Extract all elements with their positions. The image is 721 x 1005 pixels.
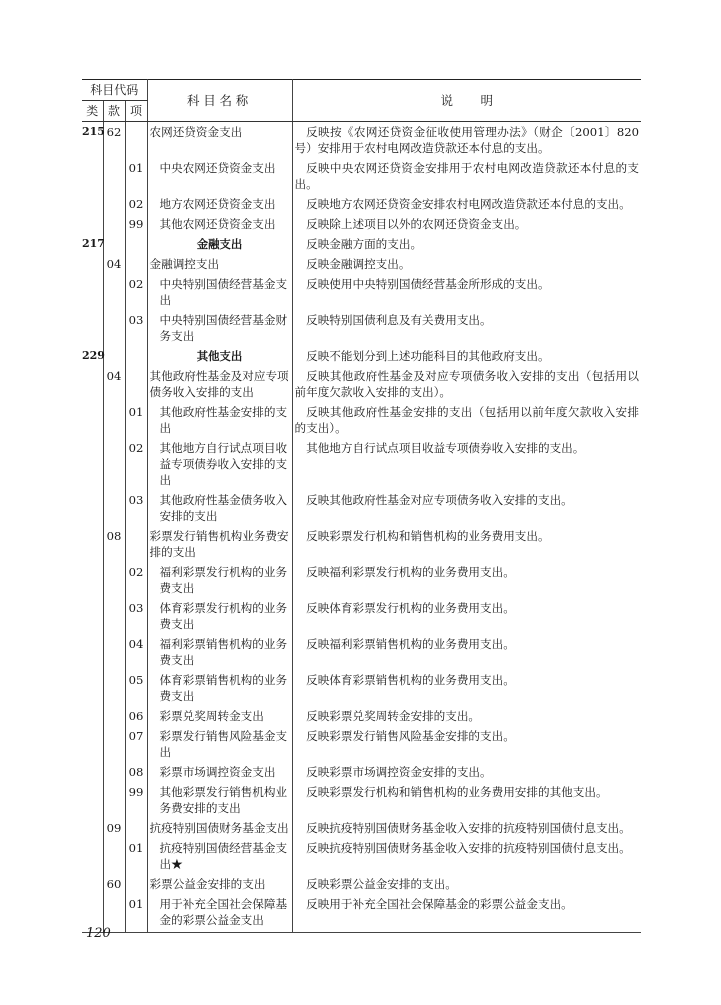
xiang-code-cell: 02 (125, 438, 147, 490)
table-row (82, 122, 641, 159)
lei-code-cell (82, 598, 103, 634)
subject-name-cell: 彩票发行销售风险基金支出 (147, 726, 292, 762)
table-row (82, 346, 641, 366)
lei-code-cell (82, 634, 103, 670)
table-row (82, 894, 641, 933)
kuan-code-cell (103, 274, 125, 310)
xiang-code-cell (125, 234, 147, 254)
subject-name-cell: 彩票兑奖周转金支出 (147, 706, 292, 726)
xiang-code-cell: 02 (125, 274, 147, 310)
description-cell: 反映福利彩票销售机构的业务费用支出。 (306, 637, 515, 651)
kuan-code-cell (103, 598, 125, 634)
lei-code-cell (82, 726, 103, 762)
lei-code-cell (82, 782, 103, 818)
subject-name-cell: 其他彩票发行销售机构业务费安排的支出 (147, 782, 292, 818)
lei-code-cell (82, 310, 103, 346)
table-row (82, 438, 641, 490)
kuan-code-cell (103, 706, 125, 726)
subject-name-cell: 其他政府性基金债务收入安排的支出 (147, 490, 292, 526)
xiang-code-cell (125, 818, 147, 838)
xiang-code-cell: 01 (125, 402, 147, 438)
description-cell: 反映其他政府性基金安排的支出（包括用以前年度欠款收入安排的支出）。 (294, 405, 639, 435)
xiang-code-cell (125, 254, 147, 274)
lei-code-cell (82, 874, 103, 894)
lei-code-cell (82, 706, 103, 726)
lei-code-cell (82, 366, 103, 402)
kuan-code-cell: 60 (103, 874, 125, 894)
subject-name-cell: 农网还贷资金支出 (147, 122, 292, 159)
description-cell: 反映除上述项目以外的农网还贷资金支出。 (306, 217, 527, 231)
kuan-code-cell: 09 (103, 818, 125, 838)
description-cell: 其他地方自行试点项目收益专项债券收入安排的支出。 (306, 441, 585, 455)
description-cell: 反映特别国债利息及有关费用支出。 (306, 313, 492, 327)
description-cell: 反映地方农网还贷资金安排农村电网改造贷款还本付息的支出。 (306, 197, 631, 211)
description-cell: 反映体育彩票销售机构的业务费用支出。 (306, 673, 515, 687)
kuan-code-cell (103, 634, 125, 670)
subject-name-cell: 用于补充全国社会保障基金的彩票公益金支出 (147, 894, 292, 933)
kuan-code-cell (103, 670, 125, 706)
xiang-code-cell (125, 526, 147, 562)
page-number: 120 (86, 926, 111, 941)
description-cell: 反映中央农网还贷资金安排用于农村电网改造贷款还本付息的支出。 (294, 161, 639, 191)
kuan-code-cell (103, 562, 125, 598)
description-cell: 反映其他政府性基金及对应专项债务收入安排的支出（包括用以前年度欠款收入安排的支出）。 (294, 369, 639, 399)
subject-name-cell: 金融调控支出 (147, 254, 292, 274)
subject-name-cell: 中央农网还贷资金支出 (147, 158, 292, 194)
table-body (82, 122, 641, 933)
xiang-code-cell: 99 (125, 214, 147, 234)
kuan-code-cell (103, 158, 125, 194)
xiang-code-cell: 99 (125, 782, 147, 818)
description-cell: 反映不能划分到上述功能科目的其他政府支出。 (306, 349, 550, 363)
subject-name-cell: 其他地方自行试点项目收益专项债券收入安排的支出 (147, 438, 292, 490)
subject-name-cell: 中央特别国债经营基金财务支出 (147, 310, 292, 346)
kuan-code-cell: 04 (103, 366, 125, 402)
lei-code-cell (82, 274, 103, 310)
table-row (82, 782, 641, 818)
xiang-code-cell: 08 (125, 762, 147, 782)
xiang-code-cell: 01 (125, 894, 147, 933)
lei-code-cell: 229 (82, 346, 103, 366)
table-row (82, 158, 641, 194)
subject-name-cell: 抗疫特别国债财务基金支出 (147, 818, 292, 838)
lei-code-cell (82, 818, 103, 838)
subject-name-cell: 体育彩票销售机构的业务费支出 (147, 670, 292, 706)
table-row (82, 366, 641, 402)
table-row (82, 214, 641, 234)
subject-name-cell: 福利彩票发行机构的业务费支出 (147, 562, 292, 598)
subject-name-cell: 中央特别国债经营基金支出 (147, 274, 292, 310)
subject-name-cell: 金融支出 (147, 234, 292, 254)
lei-code-cell (82, 526, 103, 562)
description-cell: 反映金融调控支出。 (306, 257, 411, 271)
description-cell: 反映彩票发行机构和销售机构的业务费用安排的其他支出。 (306, 785, 608, 799)
xiang-code-cell: 02 (125, 562, 147, 598)
xiang-code-cell: 03 (125, 490, 147, 526)
xiang-code-cell: 06 (125, 706, 147, 726)
table-row (82, 762, 641, 782)
document-page (82, 79, 641, 933)
kuan-code-cell (103, 726, 125, 762)
table-header (82, 80, 641, 122)
lei-code-cell (82, 762, 103, 782)
lei-code-cell (82, 158, 103, 194)
kuan-header: 款 (103, 101, 125, 122)
description-cell: 反映彩票发行机构和销售机构的业务费用支出。 (306, 529, 550, 543)
desc-header: 说明 (292, 80, 641, 122)
xiang-code-cell: 01 (125, 158, 147, 194)
xiang-code-cell: 03 (125, 598, 147, 634)
description-cell: 反映金融方面的支出。 (306, 237, 423, 251)
description-cell: 反映彩票市场调控资金安排的支出。 (306, 765, 492, 779)
subject-name-cell: 其他农网还贷资金支出 (147, 214, 292, 234)
xiang-code-cell: 03 (125, 310, 147, 346)
description-cell: 反映彩票公益金安排的支出。 (306, 877, 457, 891)
table-row (82, 670, 641, 706)
lei-code-cell (82, 402, 103, 438)
lei-code-cell: 215 (82, 122, 103, 159)
subject-name-cell: 地方农网还贷资金支出 (147, 194, 292, 214)
description-cell: 反映福利彩票发行机构的业务费用支出。 (306, 565, 515, 579)
description-cell: 反映用于补充全国社会保障基金的彩票公益金支出。 (292, 894, 641, 933)
xiang-code-cell: 04 (125, 634, 147, 670)
kuan-code-cell (103, 194, 125, 214)
xiang-code-cell: 02 (125, 194, 147, 214)
table-row (82, 194, 641, 214)
lei-code-cell (82, 838, 103, 874)
subject-name-cell: 抗疫特别国债经营基金支出★ (147, 838, 292, 874)
table-row (82, 562, 641, 598)
lei-code-cell (82, 194, 103, 214)
subject-name-cell: 其他支出 (147, 346, 292, 366)
description-cell: 反映抗疫特别国债财务基金收入安排的抗疫特别国债付息支出。 (306, 841, 631, 855)
lei-code-cell (82, 214, 103, 234)
table-row (82, 818, 641, 838)
xiang-header: 项 (125, 101, 147, 122)
code-group-header: 科目代码 (82, 80, 147, 101)
kuan-code-cell (103, 402, 125, 438)
subject-name-cell: 彩票公益金安排的支出 (147, 874, 292, 894)
table-row (82, 274, 641, 310)
subject-name-cell: 体育彩票发行机构的业务费支出 (147, 598, 292, 634)
name-header: 科目名称 (147, 80, 292, 122)
kuan-code-cell (103, 782, 125, 818)
table-row (82, 526, 641, 562)
lei-code-cell (82, 670, 103, 706)
subject-name-cell: 彩票发行销售机构业务费安排的支出 (147, 526, 292, 562)
kuan-code-cell: 08 (103, 526, 125, 562)
kuan-code-cell: 04 (103, 254, 125, 274)
lei-code-cell (82, 490, 103, 526)
subject-name-cell: 其他政府性基金安排的支出 (147, 402, 292, 438)
kuan-code-cell (103, 346, 125, 366)
xiang-code-cell: 01 (125, 838, 147, 874)
lei-code-cell (82, 438, 103, 490)
kuan-code-cell (103, 310, 125, 346)
kuan-code-cell (103, 762, 125, 782)
table-row (82, 490, 641, 526)
xiang-code-cell (125, 122, 147, 159)
subject-name-cell: 福利彩票销售机构的业务费支出 (147, 634, 292, 670)
subject-code-table (82, 79, 641, 933)
table-row (82, 874, 641, 894)
table-row (82, 706, 641, 726)
table-row (82, 598, 641, 634)
subject-name-cell: 其他政府性基金及对应专项债务收入安排的支出 (147, 366, 292, 402)
description-cell: 反映其他政府性基金对应专项债务收入安排的支出。 (306, 493, 573, 507)
kuan-code-cell (103, 490, 125, 526)
lei-code-cell (82, 254, 103, 274)
table-row (82, 402, 641, 438)
lei-code-cell: 217 (82, 234, 103, 254)
xiang-code-cell: 05 (125, 670, 147, 706)
table-row (82, 838, 641, 874)
kuan-code-cell (103, 234, 125, 254)
table-row (82, 254, 641, 274)
xiang-code-cell (125, 346, 147, 366)
kuan-code-cell (103, 838, 125, 874)
subject-name-cell: 彩票市场调控资金支出 (147, 762, 292, 782)
description-cell: 反映使用中央特别国债经营基金所形成的支出。 (306, 277, 550, 291)
lei-code-cell (82, 562, 103, 598)
description-cell: 反映体育彩票发行机构的业务费用支出。 (306, 601, 515, 615)
xiang-code-cell: 07 (125, 726, 147, 762)
kuan-code-cell: 62 (103, 122, 125, 159)
kuan-code-cell (103, 438, 125, 490)
xiang-code-cell (125, 366, 147, 402)
description-cell: 反映彩票兑奖周转金安排的支出。 (306, 709, 481, 723)
lei-header: 类 (82, 101, 103, 122)
table-row (82, 634, 641, 670)
table-row (82, 726, 641, 762)
xiang-code-cell (125, 874, 147, 894)
description-cell: 反映按《农网还贷资金征收使用管理办法》（财企〔2001〕820号）安排用于农村电网改造贷款还本付息的支出。 (294, 125, 639, 155)
table-row (82, 310, 641, 346)
table-row (82, 234, 641, 254)
description-cell: 反映彩票发行销售风险基金安排的支出。 (306, 729, 515, 743)
description-cell: 反映抗疫特别国债财务基金收入安排的抗疫特别国债付息支出。 (306, 821, 631, 835)
kuan-code-cell (103, 214, 125, 234)
